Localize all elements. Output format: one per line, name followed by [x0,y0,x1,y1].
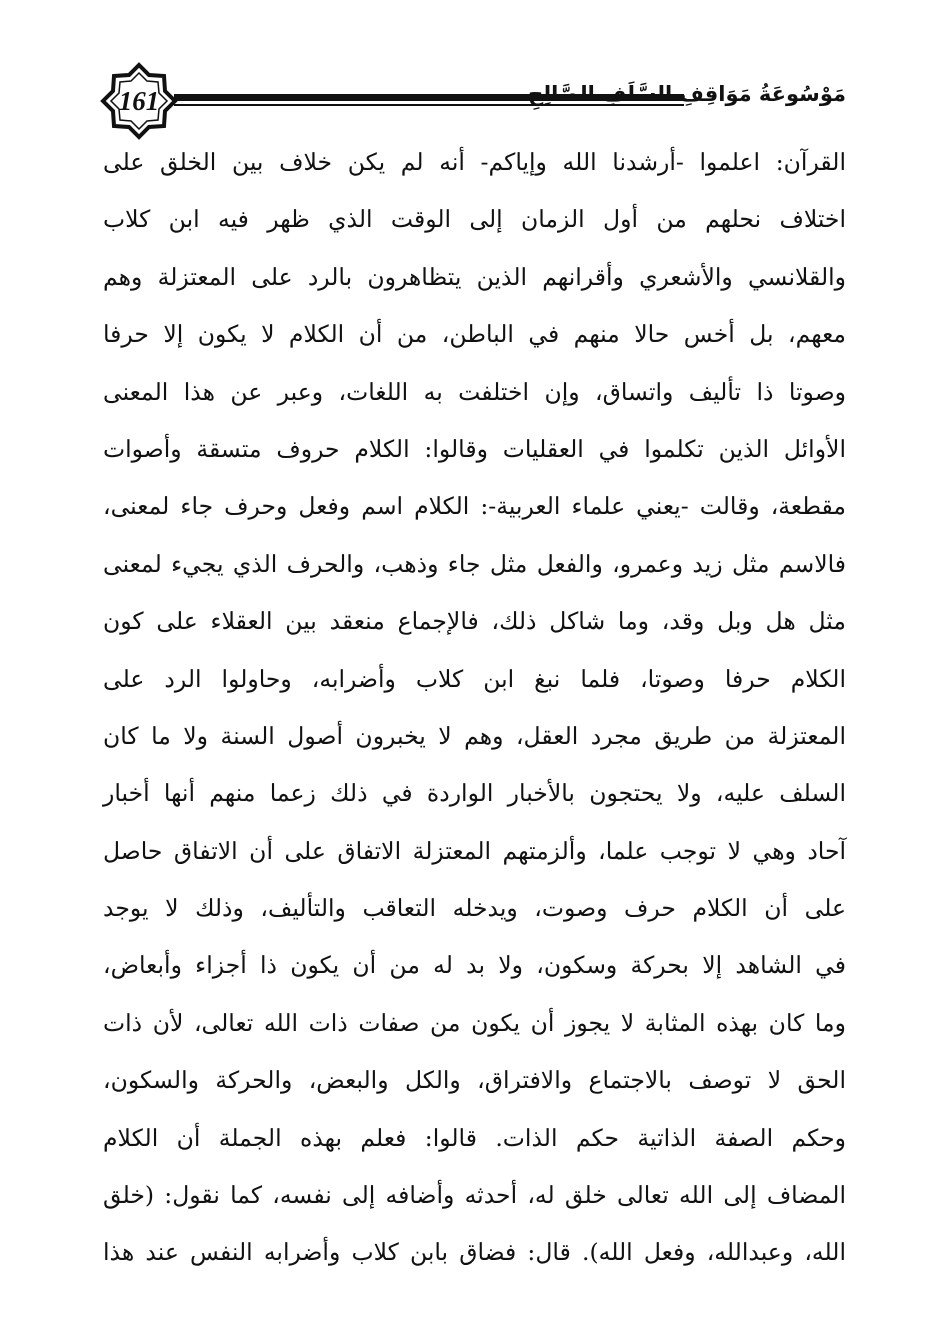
page-number: 161 [118,86,160,116]
body-text [103,134,846,1282]
text-line: معهم، بل أخس حالا منهم في الباطن، من أن الكلام لا يكون إلا حرفا [103,320,846,349]
text-line: الكلام حرفا وصوتا، فلما نبغ ابن كلاب وأضرابه، وحاولوا الرد على [103,664,846,693]
text-line: فالاسم مثل زيد وعمرو، والفعل مثل جاء وذهب، والحرف الذي يجيء لمعنى [103,549,846,578]
text-line: على أن الكلام حرف وصوت، ويدخله التعاقب والتأليف، وذلك لا يوجد [103,894,846,923]
page-header [100,62,846,142]
text-line: مقطعة، وقالت -يعني علماء العربية-: الكلام اسم وفعل وحرف جاء لمعنى، [103,492,846,521]
text-line: اختلاف نحلهم من أول الزمان إلى الوقت الذي ظهر فيه ابن كلاب [103,205,846,234]
text-line: والقلانسي والأشعري وأقرانهم الذين يتظاهرون بالرد على المعتزلة وهم [103,262,846,291]
text-line: وصوتا ذا تأليف واتساق، وإن اختلفت به اللغات، وعبر عن هذا المعنى [103,377,846,406]
text-line: في الشاهد إلا بحركة وسكون، ولا بد له من أن يكون ذا أجزاء وأبعاض، [103,951,846,980]
text-line: مثل هل وبل وقد، وما شاكل ذلك، فالإجماع منعقد بين العقلاء على كون [103,607,846,636]
text-line: آحاد وهي لا توجب علما، وألزمتهم المعتزلة الاتفاق على أن الاتفاق حاصل [103,836,846,865]
text-line: المضاف إلى الله تعالى خلق له، أحدثه وأضافه إلى نفسه، كما نقول: (خلق [103,1181,846,1210]
text-line: الله، وعبدالله، وفعل الله). قال: فضاق بابن كلاب وأضرابه النفس عند هذا [103,1238,846,1267]
text-line: السلف عليه، ولا يحتجون بالأخبار الواردة في ذلك زعما منهم أنها أخبار [103,779,846,808]
text-line: القرآن: اعلموا -أرشدنا الله وإياكم- أنه لم يكن خلاف بين الخلق على [103,148,846,176]
text-line: الأوائل الذين تكلموا في العقليات وقالوا: الكلام حروف متسقة وأصوات [103,434,846,463]
text-line: المعتزلة من طريق مجرد العقل، وهم لا يخبرون أصول السنة ولا ما كان [103,721,846,750]
page-number-badge [100,62,178,140]
book-title: مَوْسُوعَةُ مَوَاقِفِ السَّلَفِ الصَّالِحِ [528,82,846,106]
text-line: وحكم الصفة الذاتية حكم الذات. قالوا: فعلم بهذه الجملة أن الكلام [103,1123,846,1152]
text-line: وما كان بهذه المثابة لا يجوز أن يكون من صفات ذات الله تعالى، لأن ذات [103,1008,846,1037]
text-line: الحق لا توصف بالاجتماع والافتراق، والكل والبعض، والحركة والسكون، [103,1066,846,1095]
